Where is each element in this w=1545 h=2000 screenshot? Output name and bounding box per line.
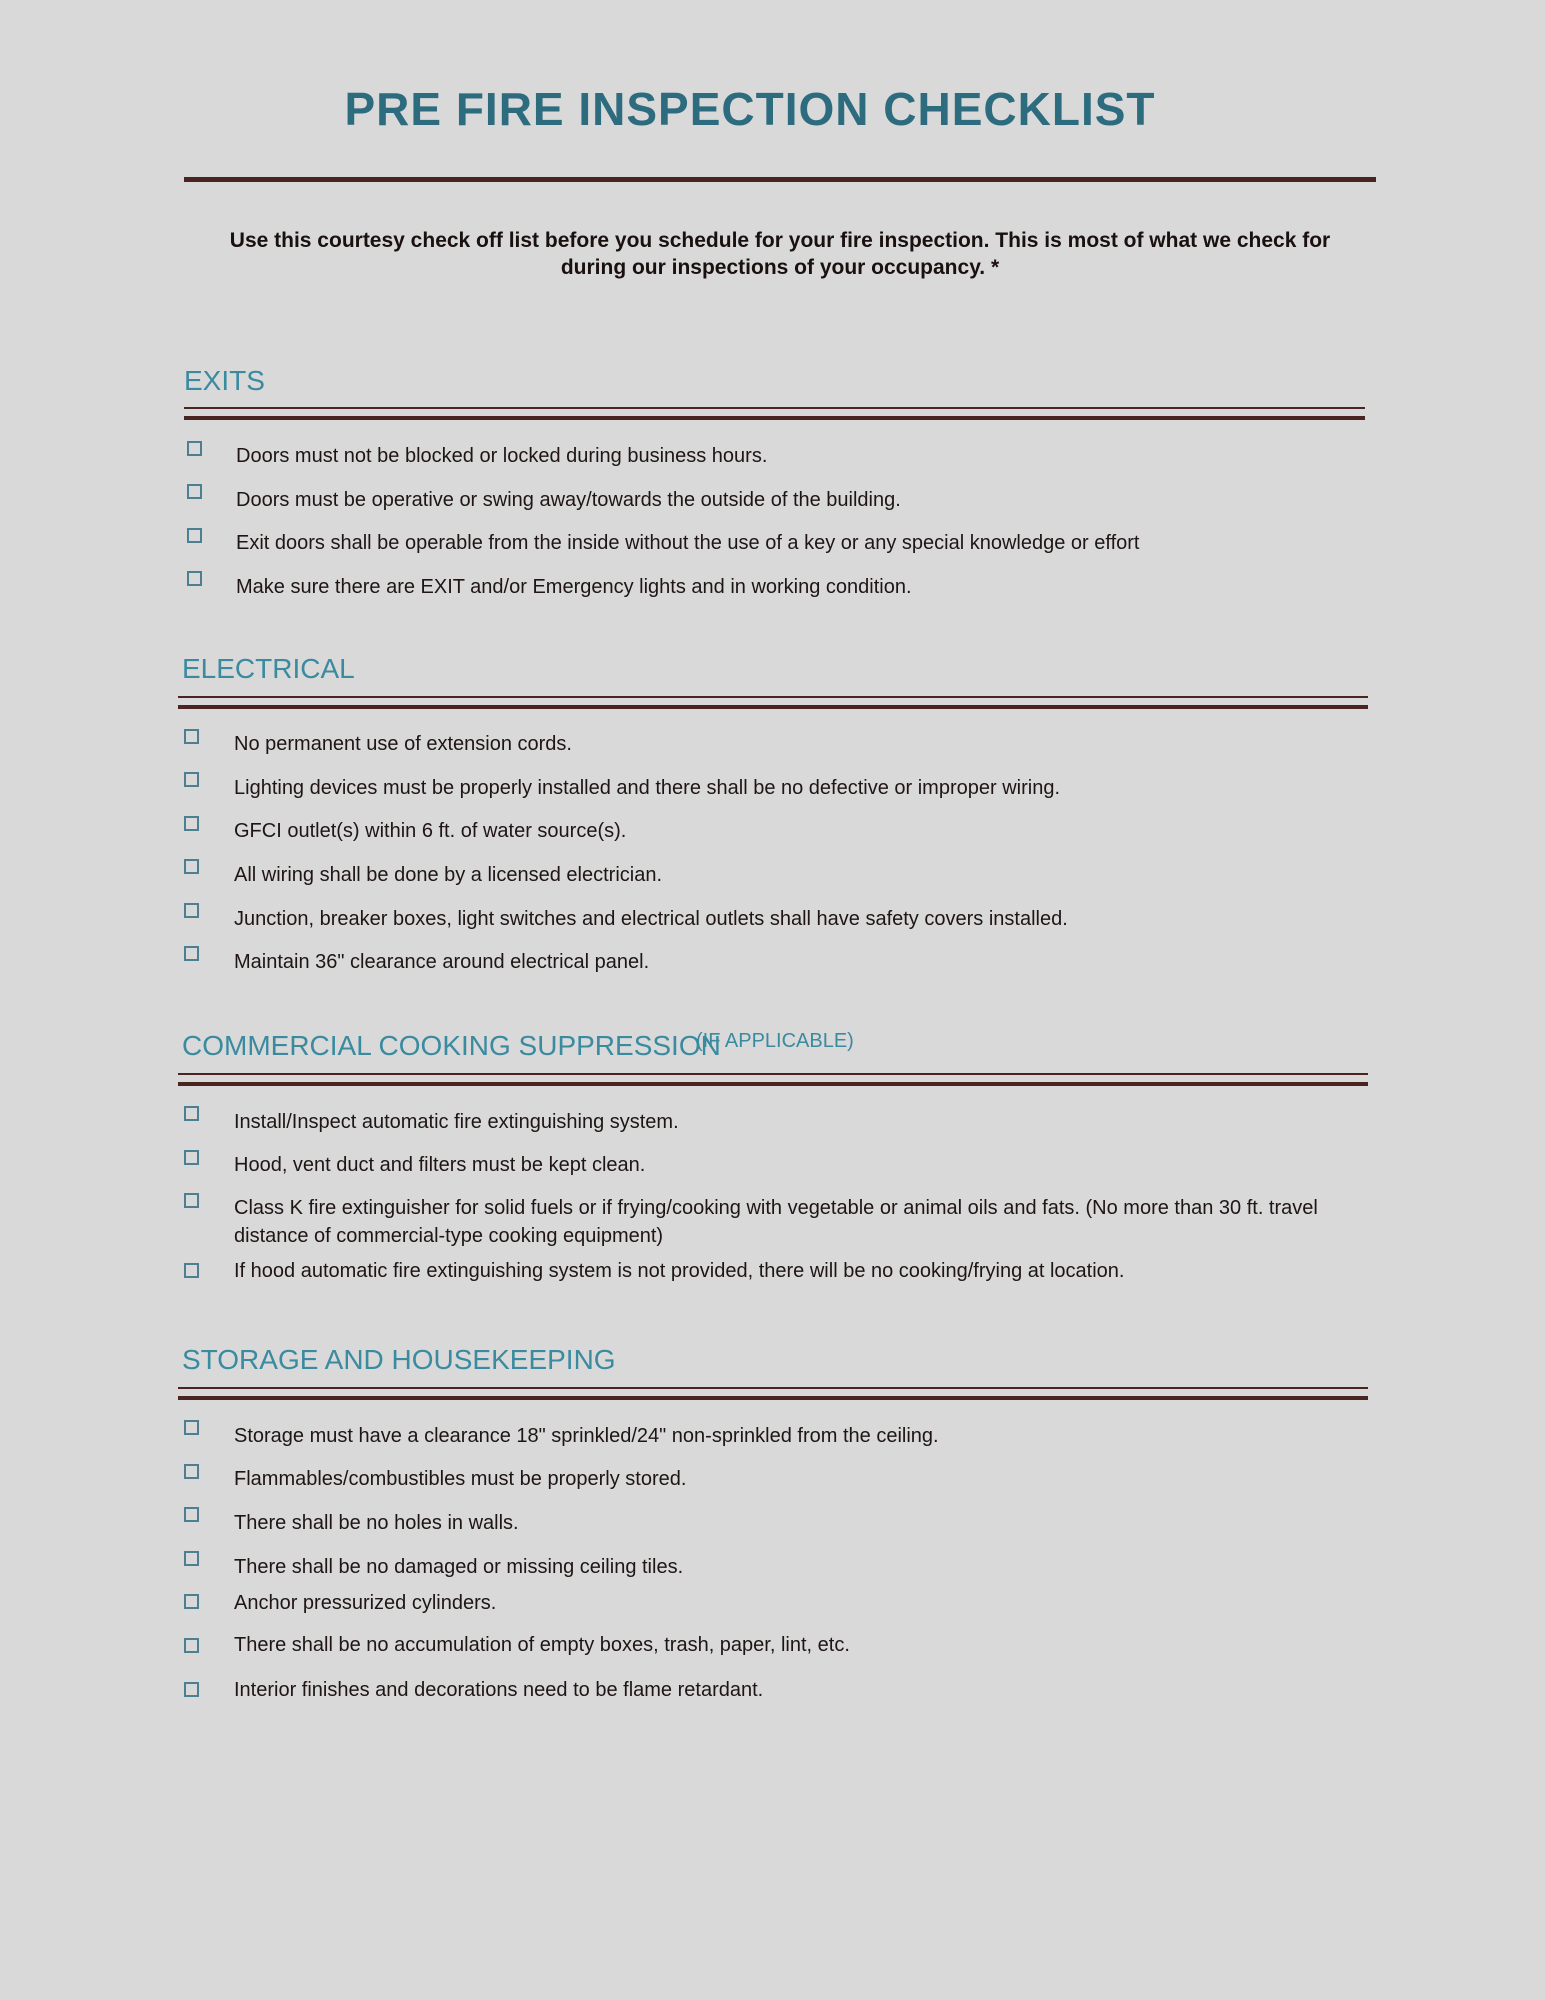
checkbox[interactable] — [184, 1464, 199, 1479]
section-divider — [178, 1396, 1368, 1400]
section-divider — [178, 696, 1368, 698]
section-divider — [178, 1082, 1368, 1086]
checklist-item-text: Class K fire extinguisher for solid fuels or if frying/cooking with vegetable or animal oils and fats. (No more than 30 ft. travel distance of commercial-type cooking equipment) — [234, 1197, 1318, 1247]
checkbox[interactable] — [184, 1551, 199, 1566]
checkbox[interactable] — [184, 1193, 199, 1208]
page-title: PRE FIRE INSPECTION CHECKLIST — [344, 83, 1156, 135]
checklist-item-text: Flammables/combustibles must be properly stored. — [234, 1468, 687, 1490]
section-heading-exits: EXITS — [184, 365, 265, 396]
checkbox[interactable] — [184, 729, 199, 744]
checkbox[interactable] — [184, 859, 199, 874]
checkbox[interactable] — [184, 1106, 199, 1121]
checkbox[interactable] — [184, 903, 199, 918]
section-divider — [184, 416, 1365, 420]
checkbox[interactable] — [184, 816, 199, 831]
intro-text: Use this courtesy check off list before you schedule for your fire inspection. This is most of what we check for during our inspections of your occupancy. * — [229, 229, 1331, 279]
checklist-item-text: If hood automatic fire extinguishing system is not provided, there will be no cooking/frying at location. — [234, 1260, 1125, 1282]
checkbox[interactable] — [184, 1150, 199, 1165]
checklist-item-text: There shall be no accumulation of empty boxes, trash, paper, lint, etc. — [234, 1634, 850, 1656]
section-heading-storage: STORAGE AND HOUSEKEEPING — [182, 1344, 616, 1375]
title-divider — [184, 177, 1376, 182]
checklist-item-text: Exit doors shall be operable from the inside without the use of a key or any special knowledge or effort — [236, 532, 1140, 554]
checkbox[interactable] — [187, 484, 202, 499]
checkbox[interactable] — [184, 1263, 199, 1278]
checklist-item-text: There shall be no damaged or missing ceiling tiles. — [234, 1556, 684, 1578]
checklist-item-text: Hood, vent duct and filters must be kept clean. — [234, 1154, 646, 1176]
section-divider — [178, 705, 1368, 709]
section-divider — [184, 407, 1365, 409]
checklist-item-text: Storage must have a clearance 18" sprinkled/24" non-sprinkled from the ceiling. — [234, 1425, 939, 1447]
checklist-item-text: No permanent use of extension cords. — [234, 733, 572, 755]
checklist-item-text: Anchor pressurized cylinders. — [234, 1592, 497, 1614]
checklist-item-text: All wiring shall be done by a licensed electrician. — [234, 864, 663, 886]
checkbox[interactable] — [187, 441, 202, 456]
checklist-item-text: Doors must be operative or swing away/towards the outside of the building. — [236, 489, 901, 511]
checkbox[interactable] — [184, 1507, 199, 1522]
checkbox[interactable] — [184, 1682, 199, 1697]
checklist-item-text: Interior finishes and decorations need to be flame retardant. — [234, 1679, 764, 1701]
checkbox[interactable] — [187, 528, 202, 543]
checklist-item-text: Lighting devices must be properly installed and there shall be no defective or improper wiring. — [234, 777, 1061, 799]
section-subheading: (IF APPLICABLE) — [696, 1030, 854, 1052]
section-heading-electrical: ELECTRICAL — [182, 653, 355, 684]
checkbox[interactable] — [184, 946, 199, 961]
section-divider — [178, 1073, 1368, 1075]
checklist-item-text: Junction, breaker boxes, light switches and electrical outlets shall have safety covers installed. — [234, 908, 1068, 930]
checklist-item-text: There shall be no holes in walls. — [234, 1512, 519, 1534]
checklist-item-text: GFCI outlet(s) within 6 ft. of water source(s). — [234, 820, 627, 842]
checklist-item-text: Doors must not be blocked or locked during business hours. — [236, 445, 768, 467]
checkbox[interactable] — [184, 772, 199, 787]
checkbox[interactable] — [184, 1638, 199, 1653]
checklist-item-text: Make sure there are EXIT and/or Emergency lights and in working condition. — [236, 576, 912, 598]
checklist-item-text: Install/Inspect automatic fire extinguishing system. — [234, 1111, 679, 1133]
section-heading-cooking: COMMERCIAL COOKING SUPPRESSION — [182, 1030, 721, 1061]
checklist-item-text: Maintain 36" clearance around electrical panel. — [234, 951, 650, 973]
checkbox[interactable] — [187, 571, 202, 586]
section-divider — [178, 1387, 1368, 1389]
checkbox[interactable] — [184, 1420, 199, 1435]
checkbox[interactable] — [184, 1594, 199, 1609]
